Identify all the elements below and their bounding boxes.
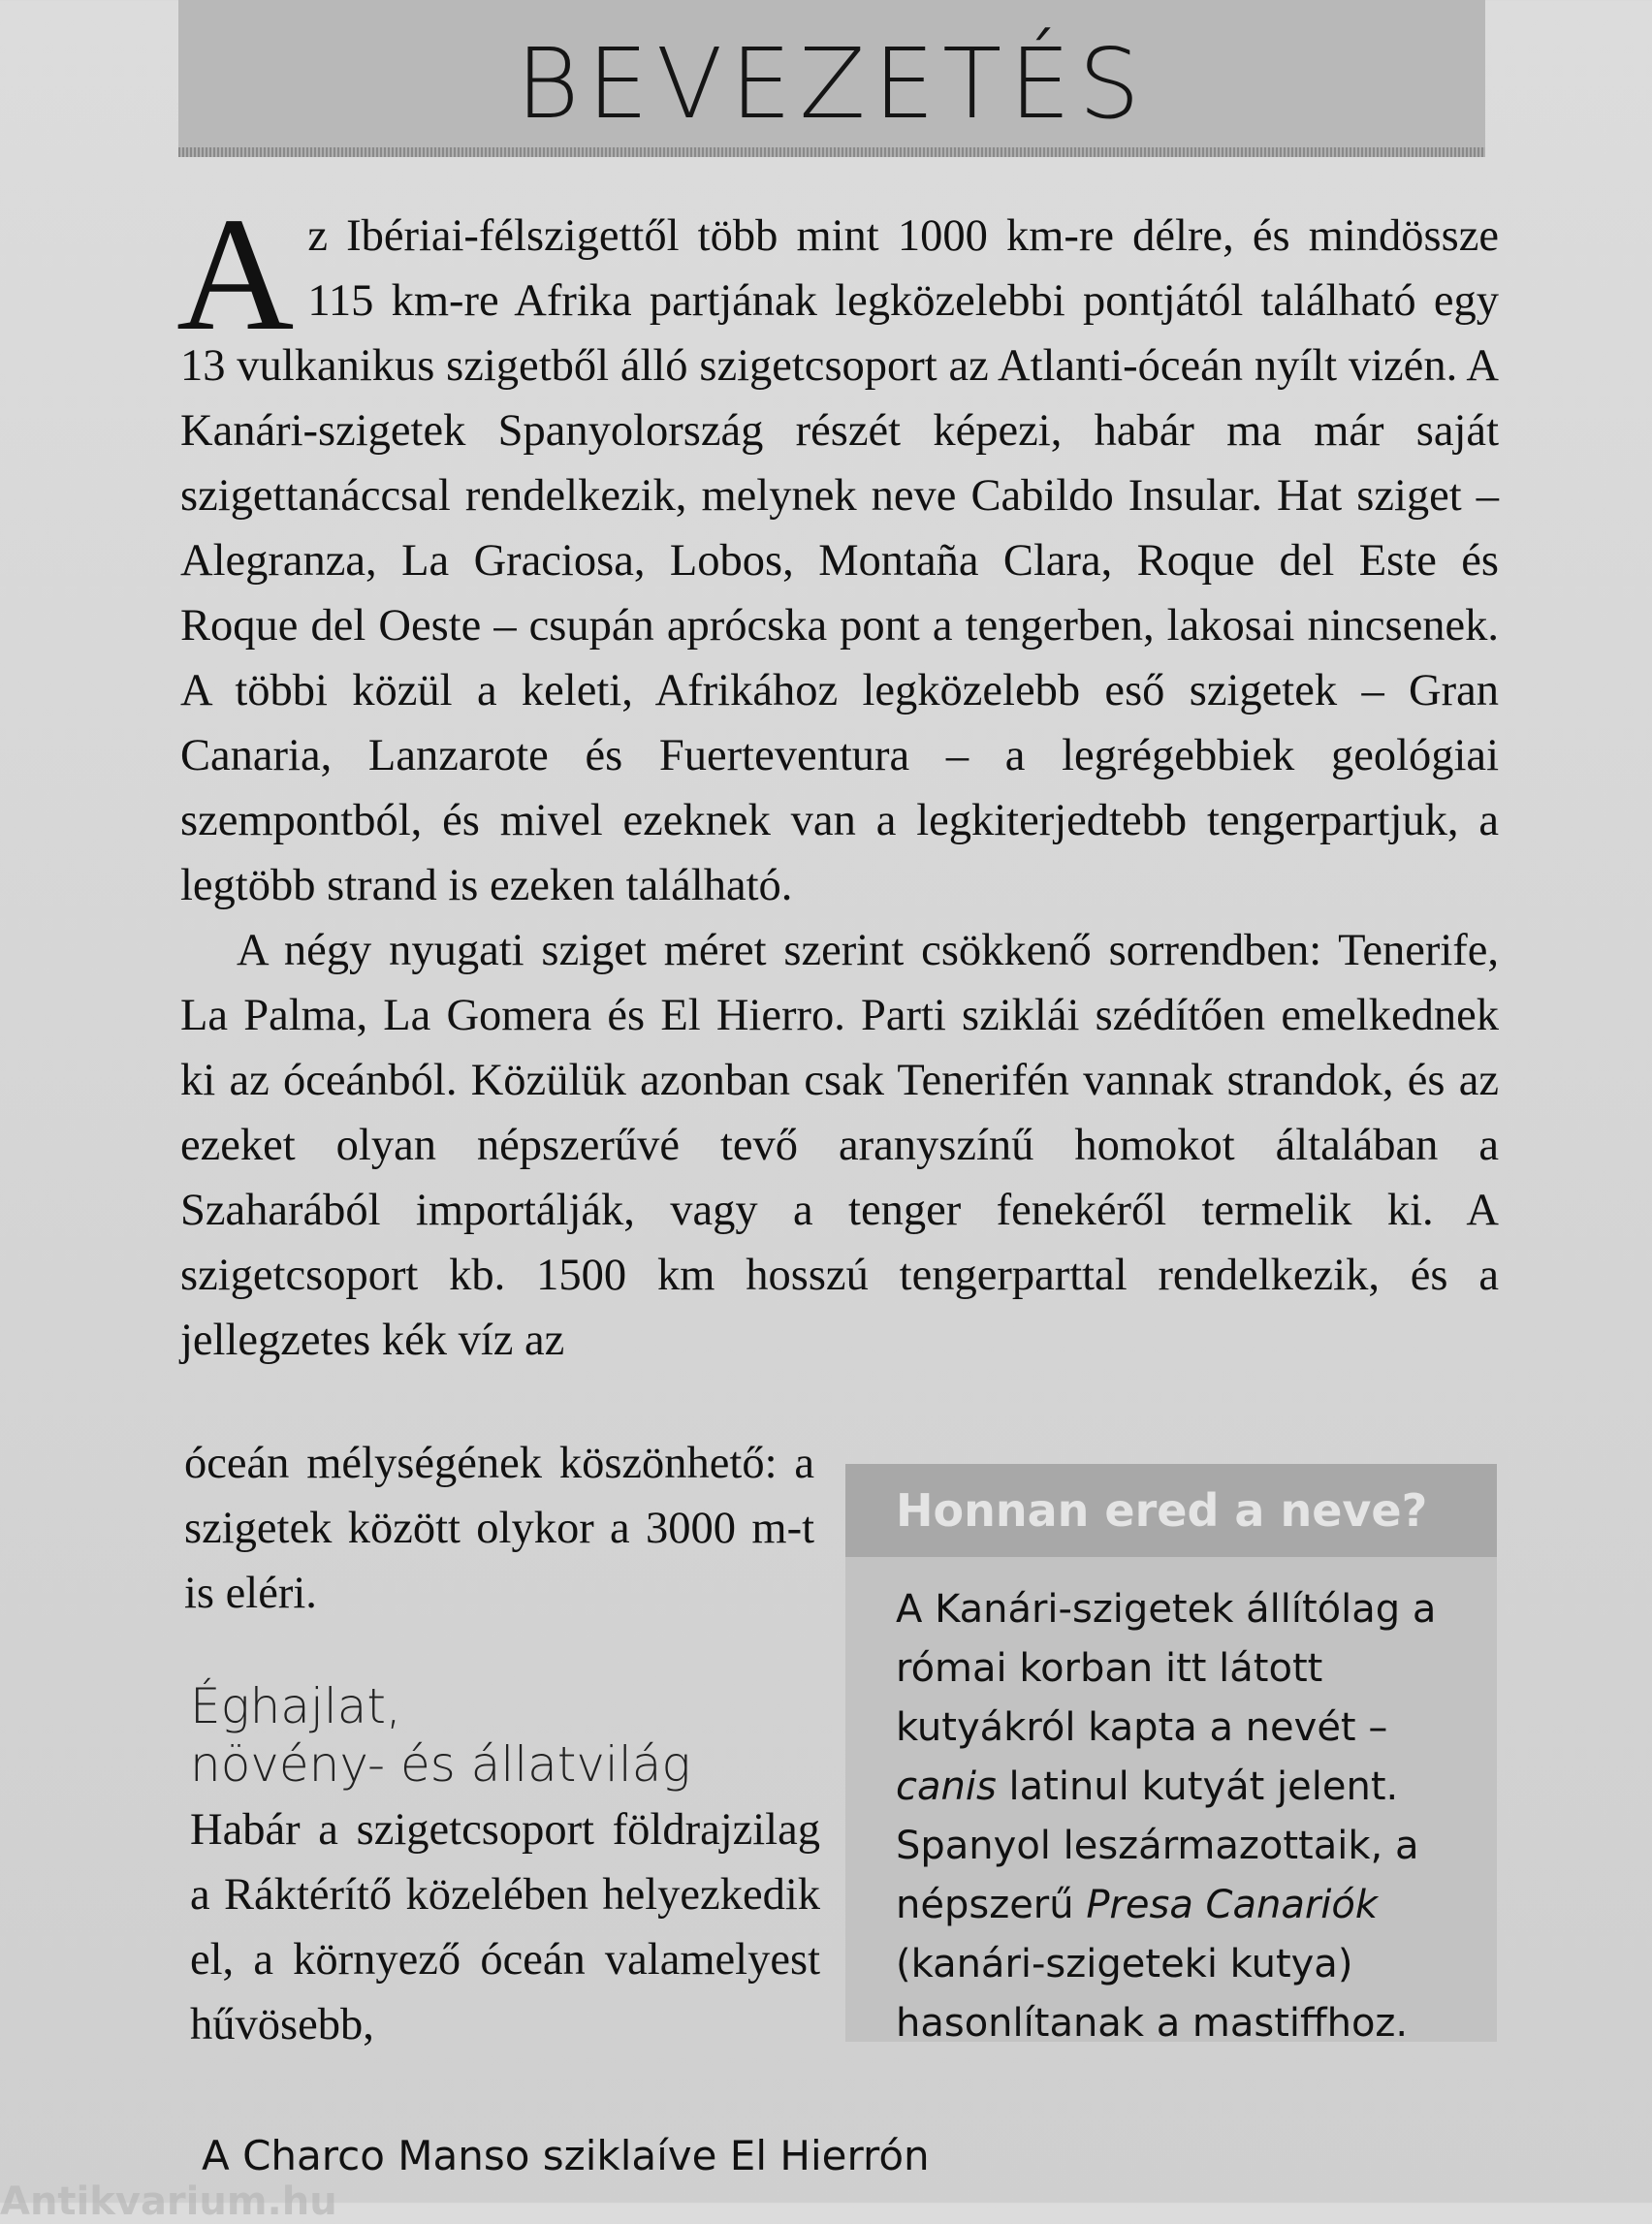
photo-caption: A Charco Manso sziklaíve El Hierrón: [202, 2132, 930, 2179]
sidebar-text-1: A Kanári-szigetek állítólag a római korban itt látott kutyákról kapta a nevét –: [896, 1587, 1437, 1750]
intro-text: [176, 184, 1499, 1373]
section-heading: [190, 1677, 820, 1794]
section-body: Habár a szigetcsoport földrajzilag a Ráktérítő közelében helyezkedik el, a környező óceán valamelyest hűvösebb,: [190, 1805, 820, 2049]
section-heading-line-2: növény- és állatvilág: [190, 1736, 691, 1793]
sidebar-heading: Honnan ered a neve?: [845, 1464, 1497, 1557]
watermark: Antikvarium.hu: [0, 2179, 337, 2224]
sidebar-box: [845, 1464, 1497, 2046]
climate-section: [190, 1677, 820, 2057]
title-rule: [178, 147, 1485, 157]
sidebar-italic-1: canis: [896, 1764, 997, 1809]
drop-cap: A: [176, 184, 295, 365]
section-heading-line-1: Éghajlat,: [190, 1678, 401, 1734]
intro-paragraph-1-text: z Ibériai-félszigettől több mint 1000 km-re délre, és mindössze 115 km-re Afrika partjának legközelebbi pontjától található egy 13 vulkanikus szigetből álló szigetcsoport az Atlanti-óceán nyílt vizén. A Kanári-szigetek Spanyolország részét képezi, habár ma már saját szigettanáccsal rendelkezik, melynek neve Cabildo Insular. Hat sziget – Alegranza, La Graciosa, Lobos, Montaña Clara, Roque del Este és Roque del Oeste – csupán aprócska pont a tengerben, lakosai nincsenek. A többi közül a keleti, Afrikához legközelebb eső szigetek – Gran Canaria, Lanzarote és Fuerteventura – a legrégebbiek geológiai szempontból, és mivel ezeknek van a legkiterjedtebb tengerpartjuk, a legtöbb strand is ezeken található.: [180, 211, 1499, 910]
intro-paragraph-2-continued: óceán mélységének köszönhető: a szigetek között olykor a 3000 m-t is eléri.: [184, 1439, 814, 1618]
page-title: BEVEZETÉS: [516, 27, 1148, 141]
intro-paragraph-2: A négy nyugati sziget méret szerint csökkenő sorrendben: Tenerife, La Palma, La Gomera és El Hierro. Parti sziklái szédítően emelkednek ki az óceánból. Közülük azonban csak Tenerifén vannak strandok, és az ezeket olyan népszerűvé tevő aranyszínű homokot általában a Szaharából importálják, vagy a tenger fenekéről termelik ki. A szigetcsoport kb. 1500 km hosszú tengerparttal rendelkezik, és a jellegzetes kék víz az: [180, 926, 1499, 1365]
sidebar-text-2: latinul kutyát jelent. Spanyol leszármazottaik, a népszerű: [896, 1764, 1419, 1927]
sidebar-italic-2: Presa Canariók: [1086, 1883, 1379, 1927]
sidebar-text: [845, 1557, 1497, 2053]
intro-paragraph-1: [176, 184, 1499, 918]
sidebar-text-3: (kanári-szigeteki kutya) hasonlítanak a mastiffhoz.: [896, 1942, 1409, 2046]
